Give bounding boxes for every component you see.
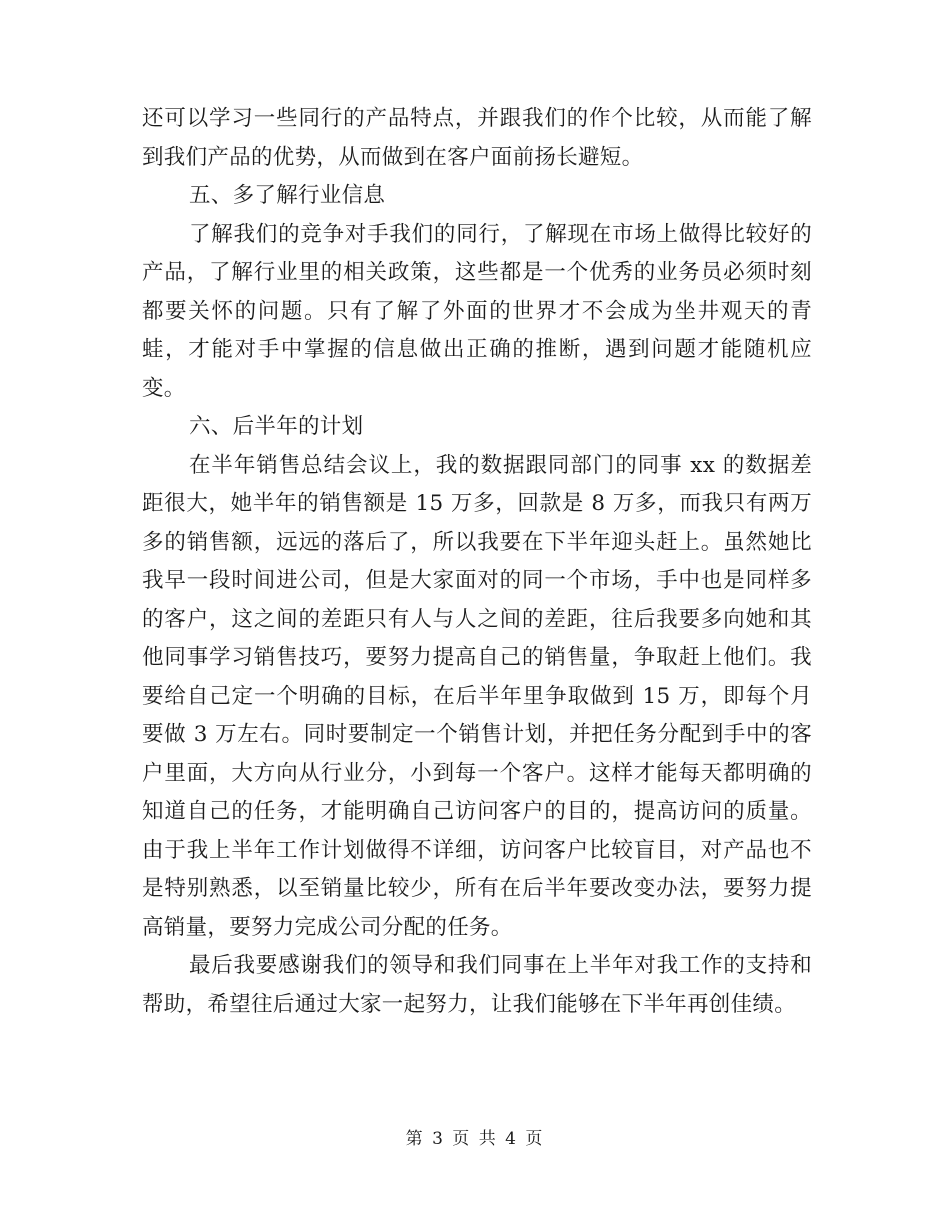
page-number-footer: 第 3 页 共 4 页	[405, 1129, 545, 1149]
paragraph-continuation: 还可以学习一些同行的产品特点，并跟我们的作个比较，从而能了解到我们产品的优势，从而做到在客户面前扬长避短。	[142, 106, 812, 170]
paragraph-industry-info: 了解我们的竞争对手我们的同行，了解现在市场上做得比较好的产品，了解行业里的相关政策，这些都是一个优秀的业务员必须时刻都要关怀的问题。只有了解了外面的世界才不会成为坐井观天的青蛙，才能对手中掌握的信息做出正确的推断，遇到问题才能随机应变。	[142, 221, 812, 401]
document-body	[142, 100, 812, 1024]
section-heading-second-half-plan: 六、后半年的计划	[189, 414, 364, 439]
section-heading-industry-info: 五、多了解行业信息	[189, 183, 386, 208]
paragraph-second-half-plan: 在半年销售总结会议上，我的数据跟同部门的同事 xx 的数据差距很大，她半年的销售额是 15 万多，回款是 8 万多，而我只有两万多的销售额，远远的落后了，所以我要在下半年迎头赶上。虽然她比我早一段时间进公司，但是大家面对的同一个市场，手中也是同样多的客户，这之间的差距只有人与人之间的差距，往后我要多向她和其他同事学习销售技巧，要努力提高自己的销售量，争取赶上他们。我要给自己定一个明确的目标，在后半年里争取做到 15 万，即每个月要做 3 万左右。同时要制定一个销售计划，并把任务分配到手中的客户里面，大方向从行业分，小到每一个客户。这样才能每天都明确的知道自己的任务，才能明确自己访问客户的目的，提高访问的质量。由于我上半年工作计划做得不详细，访问客户比较盲目，对产品也不是特别熟悉，以至销量比较少，所有在后半年要改变办法，要努力提高销量，要努力完成公司分配的任务。	[142, 452, 812, 940]
paragraph-closing: 最后我要感谢我们的领导和我们同事在上半年对我工作的支持和帮助，希望往后通过大家一起努力，让我们能够在下半年再创佳绩。	[142, 953, 812, 1017]
